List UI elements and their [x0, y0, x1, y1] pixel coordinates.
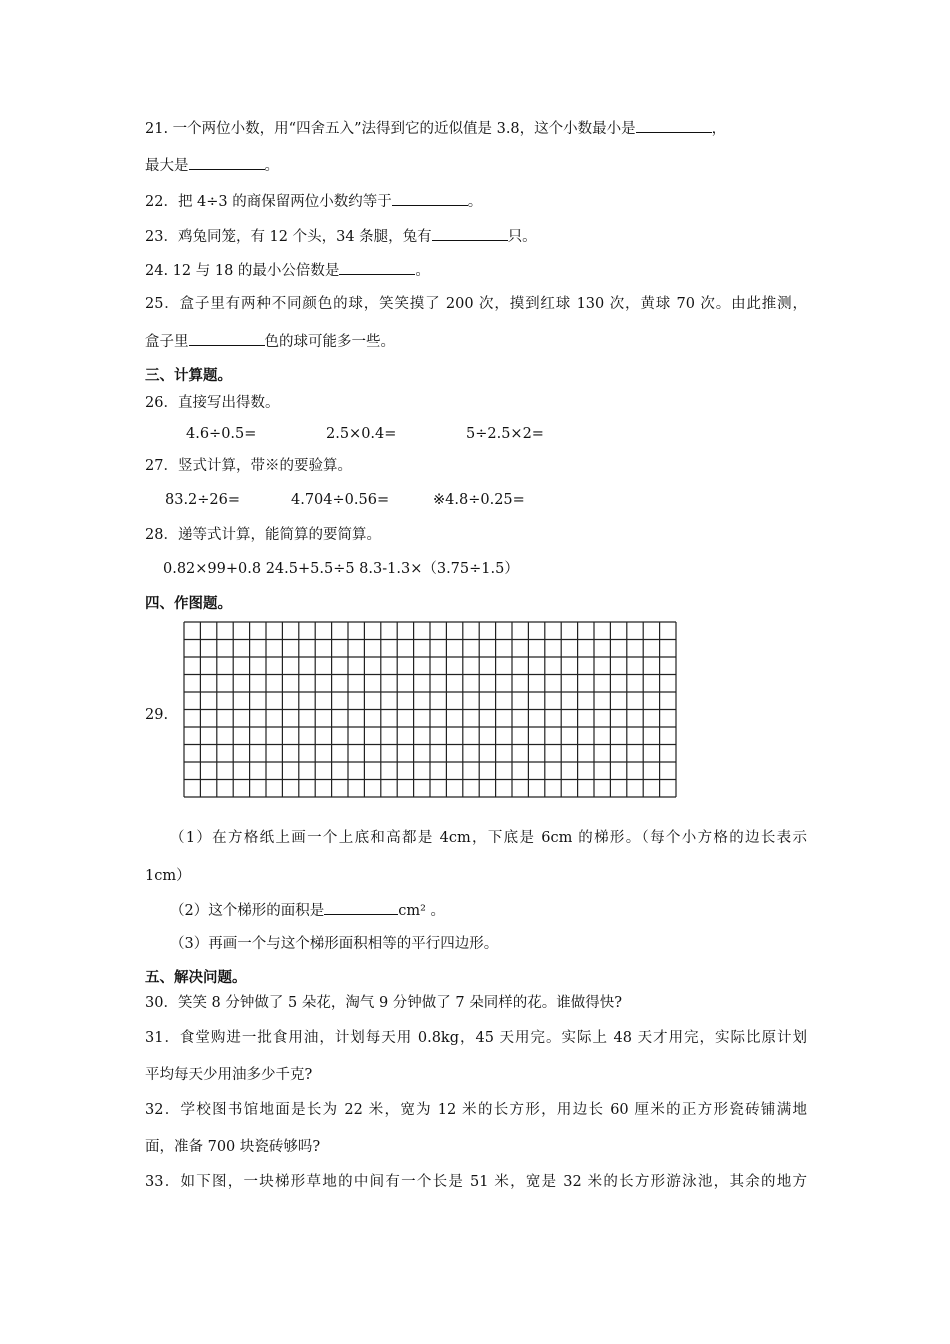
q27-item: 4.704÷0.56= — [291, 492, 390, 508]
q21-text: 21. 一个两位小数，用“四舍五入”法得到它的近似值是 3.8，这个小数最小是 — [145, 121, 636, 137]
answer-blank[interactable] — [339, 260, 415, 275]
q24-text: 24. 12 与 18 的最小公倍数是 — [145, 263, 340, 279]
question-32: 32．学校图书馆地面是长为 22 米，宽为 12 米的长方形，用边长 60 厘米的正方形瓷砖铺满地 — [145, 1102, 807, 1118]
question-25: 25．盒子里有两种不同颜色的球，笑笑摸了 200 次，摸到红球 130 次，黄球 70 次。由此推测， — [145, 296, 807, 312]
q22-text: 22．把 4÷3 的商保留两位小数约等于 — [145, 194, 392, 210]
q29-part1: （1）在方格纸上画一个上底和高都是 4cm，下底是 6cm 的梯形。（每个小方格的边长表示 — [170, 830, 807, 846]
q21-text2: 最大是 — [145, 158, 189, 174]
question-23 — [145, 226, 537, 247]
section-4-heading: 四、作图题。 — [145, 596, 232, 612]
question-28: 28．递等式计算，能简算的要简算。 — [145, 527, 381, 543]
answer-blank[interactable] — [189, 331, 265, 346]
question-32-cont: 面，准备 700 块瓷砖够吗? — [145, 1139, 321, 1155]
question-31-cont: 平均每天少用油多少千克? — [145, 1067, 313, 1083]
q29-part2-text: （2）这个梯形的面积是 — [170, 903, 325, 919]
question-31: 31．食堂购进一批食用油，计划每天用 0.8kg，45 天用完。实际上 48 天才用完，实际比原计划 — [145, 1030, 807, 1046]
q22-end: 。 — [467, 194, 483, 210]
question-30: 30．笑笑 8 分钟做了 5 朵花，淘气 9 分钟做了 7 朵同样的花。谁做得快? — [145, 995, 622, 1011]
question-27: 27．竖式计算，带※的要验算。 — [145, 458, 352, 474]
q29-part3: （3）再画一个与这个梯形面积相等的平行四边形。 — [170, 936, 499, 952]
question-26: 26．直接写出得数。 — [145, 395, 280, 411]
answer-blank[interactable] — [189, 155, 265, 170]
q27-item: ※4.8÷0.25= — [433, 492, 525, 508]
question-21 — [145, 118, 807, 139]
square-grid-paper[interactable] — [183, 621, 677, 798]
q25-text2: 盒子里 — [145, 334, 189, 350]
q29-part2 — [170, 900, 445, 921]
q29-part2-unit: cm² 。 — [398, 903, 446, 919]
q26-item: 4.6÷0.5= — [186, 426, 257, 442]
q26-item: 2.5×0.4= — [326, 426, 397, 442]
question-21-cont — [145, 155, 279, 176]
q21-end: 。 — [264, 158, 279, 174]
q23-end: 只。 — [507, 229, 537, 245]
answer-blank[interactable] — [432, 226, 508, 241]
question-22 — [145, 191, 482, 212]
answer-blank[interactable] — [392, 191, 468, 206]
section-5-heading: 五、解决问题。 — [145, 970, 247, 986]
q23-text: 23．鸡兔同笼，有 12 个头，34 条腿，兔有 — [145, 229, 432, 245]
q21-comma: ， — [711, 121, 727, 137]
section-3-heading: 三、计算题。 — [145, 368, 232, 384]
question-33: 33．如下图，一块梯形草地的中间有一个长是 51 米，宽是 32 米的长方形游泳池，其余的地方 — [145, 1174, 807, 1190]
question-24 — [145, 260, 430, 281]
q28-expression: 0.82×99+0.8 24.5+5.5÷5 8.3-1.3×（3.75÷1.5） — [163, 561, 519, 577]
question-25-cont — [145, 331, 395, 352]
q26-item: 5÷2.5×2= — [466, 426, 544, 442]
answer-blank[interactable] — [324, 900, 398, 915]
q24-end: 。 — [415, 263, 430, 279]
q29-part1-cont: 1cm） — [145, 868, 191, 884]
q25-end: 色的球可能多一些。 — [264, 334, 395, 350]
q29-number: 29. — [145, 707, 169, 723]
q27-item: 83.2÷26= — [165, 492, 241, 508]
answer-blank[interactable] — [636, 118, 712, 133]
